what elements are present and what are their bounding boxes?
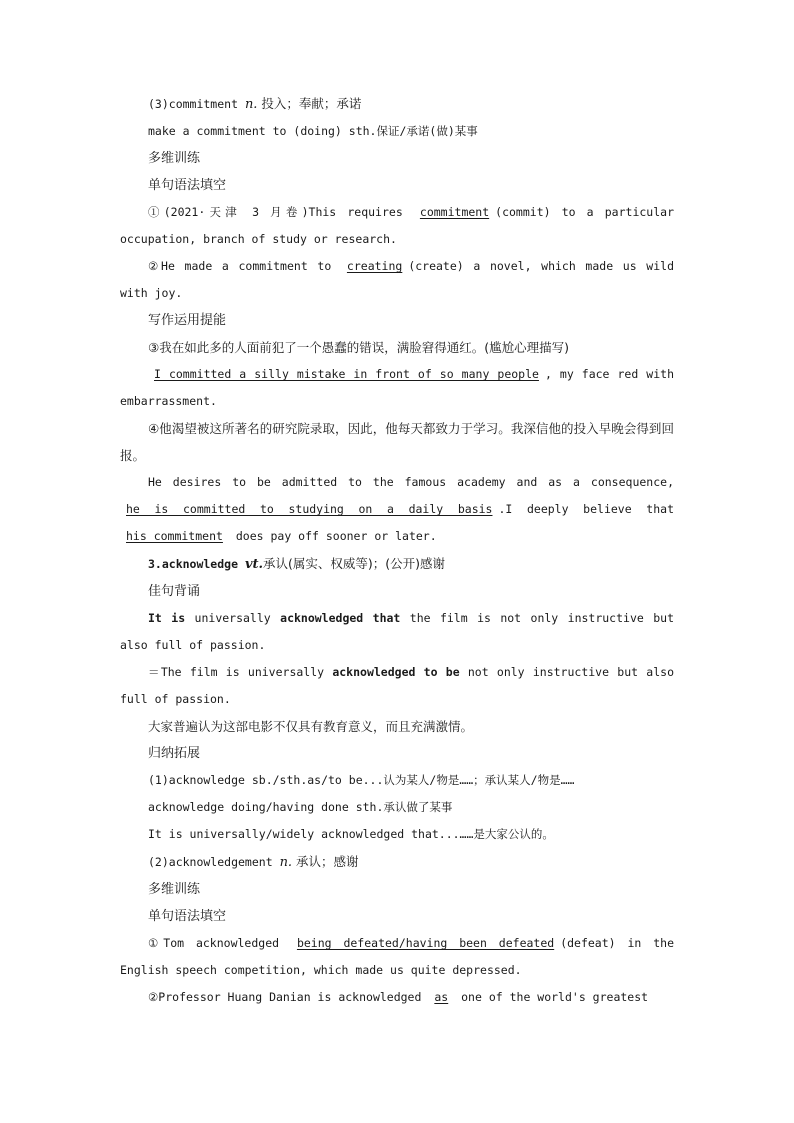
text: 归纳拓展 xyxy=(148,746,201,761)
exercise-2 xyxy=(120,253,674,307)
exercise-5 xyxy=(120,930,674,984)
text: (commit) to a particular occupation, branch of study or research. xyxy=(120,205,674,246)
section-subheading xyxy=(120,903,674,930)
text: 佳句背诵 xyxy=(148,584,201,599)
section-heading xyxy=(120,307,674,334)
text: universally xyxy=(185,611,281,625)
answer-blank: commitment xyxy=(419,205,490,219)
text: (defeat) in the English speech competition, which made us quite depressed. xyxy=(120,936,674,977)
text: ④他渴望被这所著名的研究院录取，因此，他每天都致力于学习。我深信他的投入早晚会得到回报。 xyxy=(120,421,674,463)
answer-blank: I committed a silly mistake in front of so many people xyxy=(154,367,539,381)
answer-blank: creating xyxy=(346,259,403,273)
bold-text: acknowledged to be xyxy=(332,665,460,679)
headword: 3.acknowledge xyxy=(148,557,245,571)
text: .I deeply believe that xyxy=(498,502,674,516)
text: (2)acknowledgement xyxy=(148,855,280,869)
text-body xyxy=(120,90,674,1011)
text: the film is not only instructive but also full of passion. xyxy=(120,611,674,652)
text: He desires to be admitted to the famous academy and as a consequence, xyxy=(148,475,674,489)
text: 多维训练 xyxy=(148,151,201,166)
expansion-4 xyxy=(120,848,674,876)
section-heading xyxy=(120,740,674,767)
answer-blank: his commitment xyxy=(126,529,223,543)
text: 单句语法填空 xyxy=(148,909,227,924)
part-of-speech: vt. xyxy=(244,557,264,572)
example-sentence xyxy=(120,605,674,659)
text: 写作运用提能 xyxy=(148,313,227,328)
text: ③我在如此多的人面前犯了一个愚蠢的错误，满脸窘得通红。(尴尬心理描写) xyxy=(148,340,569,355)
part-of-speech: n. xyxy=(279,855,293,870)
bold-text: acknowledged that xyxy=(280,611,401,625)
text: 承认；感谢 xyxy=(292,854,359,869)
section-heading xyxy=(120,578,674,605)
text: not only instructive but also full of passion. xyxy=(120,665,674,706)
example-translation xyxy=(120,713,674,740)
text: 单句语法填空 xyxy=(148,178,227,193)
entry-acknowledge xyxy=(120,550,674,578)
text: 承认(属实、权威等)；(公开)感谢 xyxy=(263,556,446,571)
expansion-1 xyxy=(120,767,674,794)
text: acknowledge doing/having done sth.承认做了某事 xyxy=(148,800,453,814)
text: , my face red with embarrassment. xyxy=(120,367,675,408)
entry-commitment-noun xyxy=(120,90,674,118)
expansion-3 xyxy=(120,821,674,848)
expansion-2 xyxy=(120,794,674,821)
phrase-line xyxy=(120,118,674,145)
exercise-6 xyxy=(120,984,674,1011)
text: (1)acknowledge sb./sth.as/to be...认为某人/物是……；承认某人/物是…… xyxy=(148,773,575,787)
text: make a commitment to (doing) sth.保证/承诺(做)某事 xyxy=(148,124,478,138)
text: ②He made a commitment to xyxy=(148,259,341,273)
answer-blank: as xyxy=(434,990,449,1004)
text: 多维训练 xyxy=(148,882,201,897)
text: It is universally/widely acknowledged that...……是大家公认的。 xyxy=(148,827,554,841)
text: 投入；奉献；承诺 xyxy=(257,96,362,111)
answer-blank: he is committed to studying on a daily basis xyxy=(126,502,493,516)
example-sentence-alt xyxy=(120,659,674,713)
exercise-3-prompt xyxy=(120,334,674,361)
text: does pay off sooner or later. xyxy=(228,529,437,543)
text: (create) a novel, which made us wild with joy. xyxy=(120,259,674,300)
bold-text: It is xyxy=(148,611,186,625)
exercise-4-answer xyxy=(120,469,674,550)
exercise-4-prompt xyxy=(120,415,674,469)
answer-blank: being defeated/having been defeated xyxy=(296,936,555,950)
text: one of the world's greatest xyxy=(454,990,649,1004)
exercise-1 xyxy=(120,199,674,253)
part-of-speech: n. xyxy=(244,97,258,112)
text: 大家普遍认为这部电影不仅具有教育意义，而且充满激情。 xyxy=(148,719,474,734)
section-subheading xyxy=(120,172,674,199)
exercise-3-answer xyxy=(120,361,674,415)
text: ①(2021·天津 3 月卷)This requires xyxy=(148,205,414,219)
text: ＝The film is universally xyxy=(148,665,333,679)
text: ①Tom acknowledged xyxy=(148,936,291,950)
text: (3)commitment xyxy=(148,97,245,111)
section-heading xyxy=(120,876,674,903)
text: ②Professor Huang Danian is acknowledged xyxy=(148,990,429,1004)
section-heading xyxy=(120,145,674,172)
